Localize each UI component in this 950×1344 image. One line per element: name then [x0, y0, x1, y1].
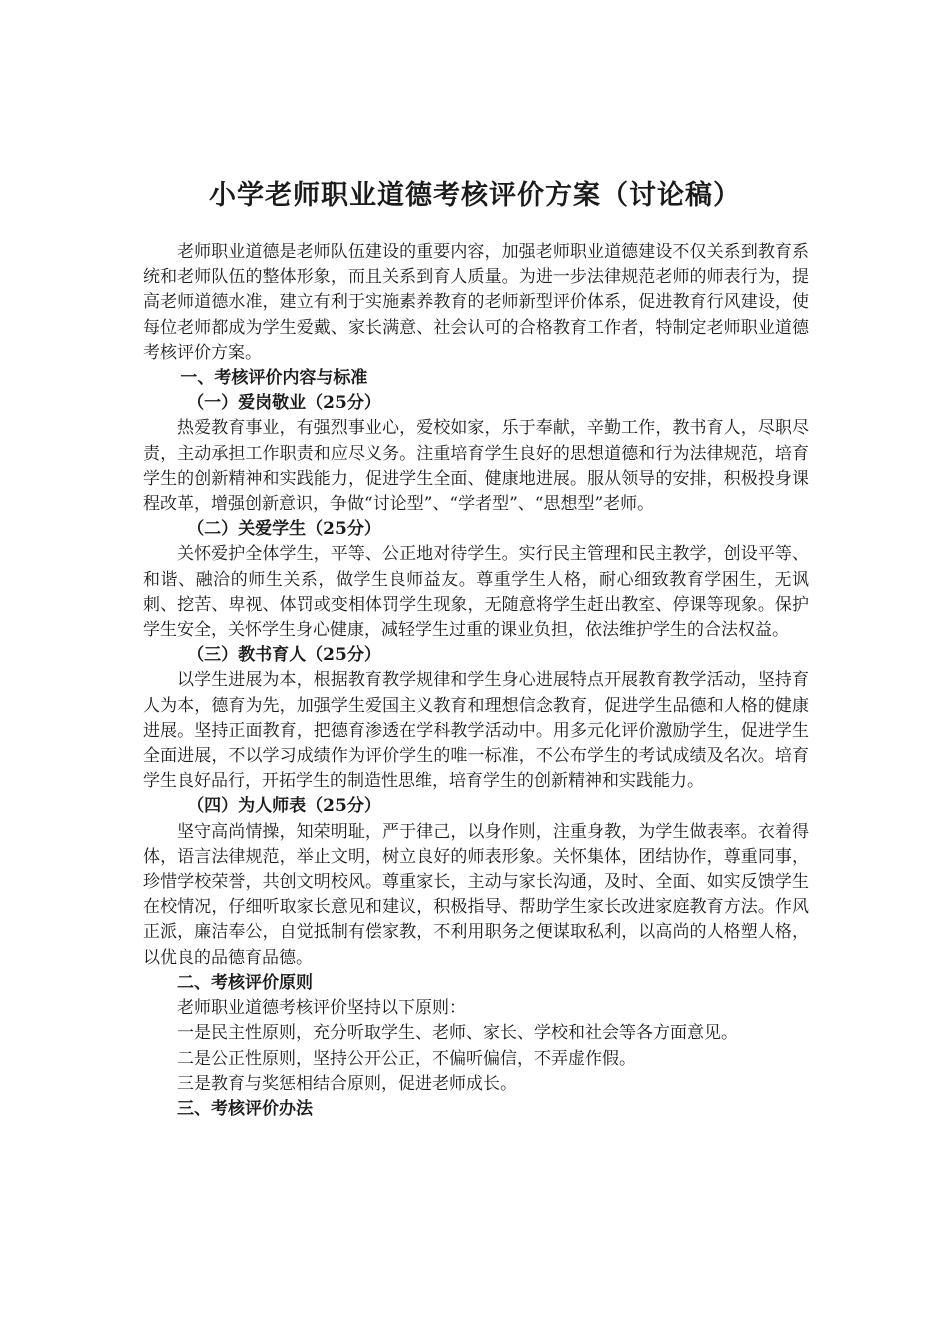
section-3-heading: 三、考核评价办法 — [177, 1098, 313, 1119]
subsection-3-heading: （三）教书育人（25分） — [187, 645, 381, 666]
principle-item: 三是教育与奖惩相结合原则，促进老师成长。 — [177, 1073, 517, 1094]
principle-item: 一是民主性原则，充分听取学生、老师、家长、学校和社会等各方面意见。 — [177, 1023, 738, 1044]
subsection-1-text: 热爱教育事业，有强烈事业心，爱校如家，乐于奉献，辛勤工作，教书育人，尽职尽责，主动承担工作职责和应尽义务。注重培育学生良好的思想道德和行为法律规范，培育学生的创新精神和实践能力，促进学生全面、健康地进展。服从领导的安排，积极投身课程改革，增强创新意识，争做“讨论型”、“学者型”、“思想型”老师。 — [143, 418, 809, 515]
subsection-4-text: 坚守高尚情操，知荣明耻，严于律己，以身作则，注重身教，为学生做表率。衣着得体，语言法律规范，举止文明，树立良好的师表形象。关怀集体，团结协作，尊重同事，珍惜学校荣誉，共创文明校风。尊重家长，主动与家长沟通，及时、全面、如实反馈学生在校情况，仔细听取家长意见和建议，积极指导、帮助学生家长改进家庭教育方法。作风正派，廉洁奉公，自觉抵制有偿家教，不利用职务之便谋取私利，以高尚的人格塑人格，以优良的品德育品德。 — [143, 821, 809, 968]
document-body — [143, 240, 809, 1122]
section-2-heading: 二、考核评价原则 — [177, 972, 313, 993]
subsection-2-heading: （二）关爱学生（25分） — [187, 519, 381, 540]
section-2-lead: 老师职业道德考核评价坚持以下原则： — [177, 998, 466, 1019]
intro-paragraph: 老师职业道德是老师队伍建设的重要内容，加强老师职业道德建设不仅关系到教育系统和老师队伍的整体形象，而且关系到育人质量。为进一步法律规范老师的师表行为，提高老师道德水准，建立有利于实施素养教育的老师新型评价体系，促进教育行风建设，使每位老师都成为学生爱戴、家长满意、社会认可的合格教育工作者，特制定老师职业道德考核评价方案。 — [143, 242, 809, 363]
subsection-3-text: 以学生进展为本，根据教育教学规律和学生身心进展特点开展教育教学活动，坚持育人为本，德育为先，加强学生爱国主义教育和理想信念教育，促进学生品德和人格的健康进展。坚持正面教育，把德育渗透在学科教学活动中。用多元化评价激励学生，促进学生全面进展，不以学习成绩作为评价学生的唯一标准，不公布学生的考试成绩及名次。培育学生良好品行，开拓学生的制造性思维，培育学生的创新精神和实践能力。 — [143, 670, 809, 792]
page-title: 小学老师职业道德考核评价方案（讨论稿） — [209, 180, 741, 211]
subsection-2-text: 关怀爱护全体学生，平等、公正地对待学生。实行民主管理和民主教学，创设平等、和谐、融洽的师生关系，做学生良师益友。尊重学生人格，耐心细致教育学困生，无讽刺、挖苦、卑视、体罚或变相体罚学生现象，无随意将学生赶出教室、停课等现象。保护学生安全，关怀学生身心健康，减轻学生过重的课业负担，依法维护学生的合法权益。 — [143, 544, 809, 641]
subsection-1-heading: （一）爱岗敬业（25分） — [187, 393, 381, 414]
section-1-heading: 一、考核评价内容与标准 — [180, 368, 368, 389]
principle-item: 二是公正性原则，坚持公开公正，不偏听偏信，不弄虚作假。 — [177, 1048, 636, 1069]
subsection-4-heading: （四）为人师表（25分） — [187, 796, 381, 817]
